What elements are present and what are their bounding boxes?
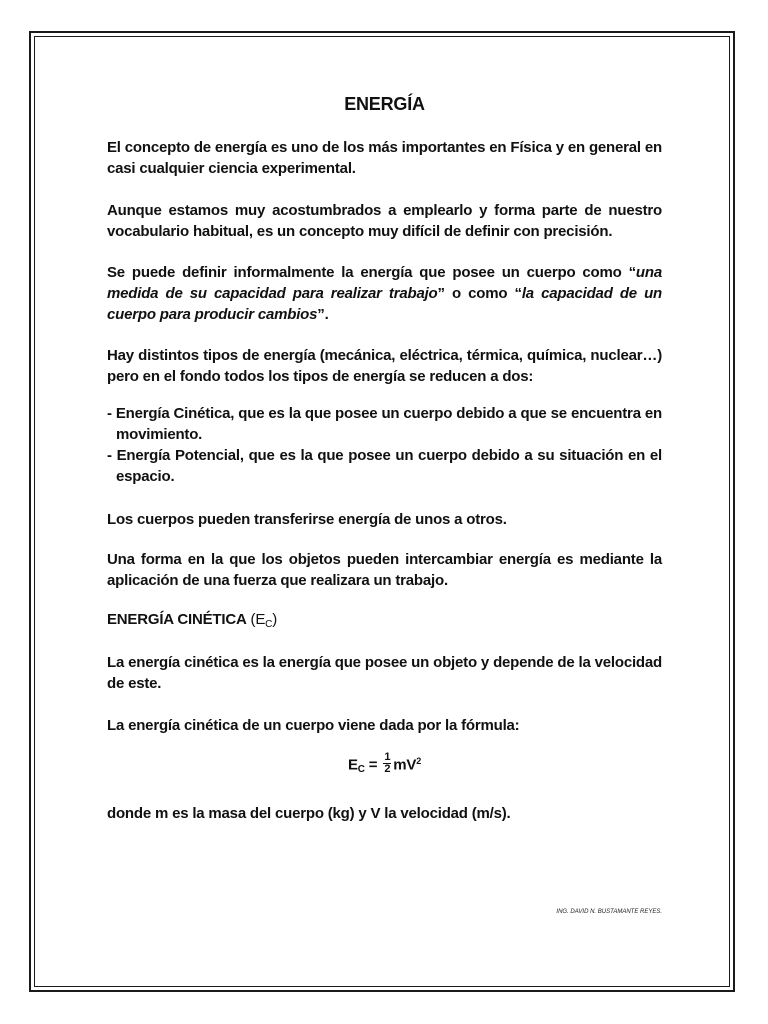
formula-numerator: 1 bbox=[384, 751, 391, 763]
formula-intro-paragraph: La energía cinética de un cuerpo viene dada por la fórmula: bbox=[107, 717, 520, 734]
intro-paragraph: El concepto de energía es uno de los más importantes en Física y en general en casi cualquier ciencia experimental. bbox=[107, 139, 662, 177]
definition-text-3: ”. bbox=[317, 306, 329, 323]
definition-quote-2: la capacidad de un cuerpo para producir cambios bbox=[107, 285, 663, 323]
section-heading-sub: C bbox=[265, 619, 273, 630]
definition-paragraph bbox=[107, 262, 662, 325]
transfer-paragraph: Los cuerpos pueden transferirse energía de unos a otros. bbox=[107, 511, 507, 528]
page-title: ENERGÍA bbox=[344, 94, 425, 114]
definition-quote-1: una medida de su capacidad para realizar trabajo bbox=[107, 264, 662, 302]
section-heading bbox=[107, 609, 277, 632]
formula-rhs-sup: 2 bbox=[416, 756, 422, 767]
section-heading-bold: ENERGÍA CINÉTICA bbox=[107, 611, 247, 628]
kinetic-definition-paragraph: La energía cinética es la energía que posee un objeto y depende de la velocidad de este. bbox=[107, 654, 662, 692]
formula-lhs-sub: C bbox=[357, 764, 365, 776]
formula-rhs: mV bbox=[393, 756, 417, 774]
list-item-potential: - Energía Potencial, que es la que posee un cuerpo debido a su situación en el espacio. bbox=[107, 447, 662, 485]
definition-text-2: ” o como “ bbox=[437, 285, 522, 302]
author-footer: ING. DAVID N. BUSTAMANTE REYES. bbox=[556, 909, 662, 915]
list-item-kinetic: - Energía Cinética, que es la que posee un cuerpo debido a que se encuentra en movimiento. bbox=[107, 405, 662, 443]
formula-equals: = bbox=[364, 756, 382, 774]
exchange-paragraph: Una forma en la que los objetos pueden intercambiar energía es mediante la aplicación de una fuerza que realizara un trabajo. bbox=[107, 551, 662, 589]
section-heading-close: ) bbox=[272, 611, 277, 628]
formula-lhs: E bbox=[347, 756, 358, 774]
kinetic-energy-formula bbox=[107, 751, 662, 777]
formula-fraction bbox=[383, 752, 391, 775]
section-heading-open: (E bbox=[246, 611, 266, 628]
formula-denominator: 2 bbox=[384, 763, 391, 775]
types-intro-paragraph: Hay distintos tipos de energía (mecánica, eléctrica, térmica, química, nuclear…) pero en el fondo todos los tipos de energía se reducen a dos: bbox=[107, 347, 662, 385]
usage-paragraph: Aunque estamos muy acostumbrados a emplearlo y forma parte de nuestro vocabulario habitual, es un concepto muy difícil de definir con precisión. bbox=[107, 202, 662, 240]
definition-text-1: Se puede definir informalmente la energía que posee un cuerpo como “ bbox=[107, 264, 636, 281]
energy-types-list bbox=[107, 403, 662, 487]
formula-description-paragraph: donde m es la masa del cuerpo (kg) y V la velocidad (m/s). bbox=[107, 805, 511, 822]
